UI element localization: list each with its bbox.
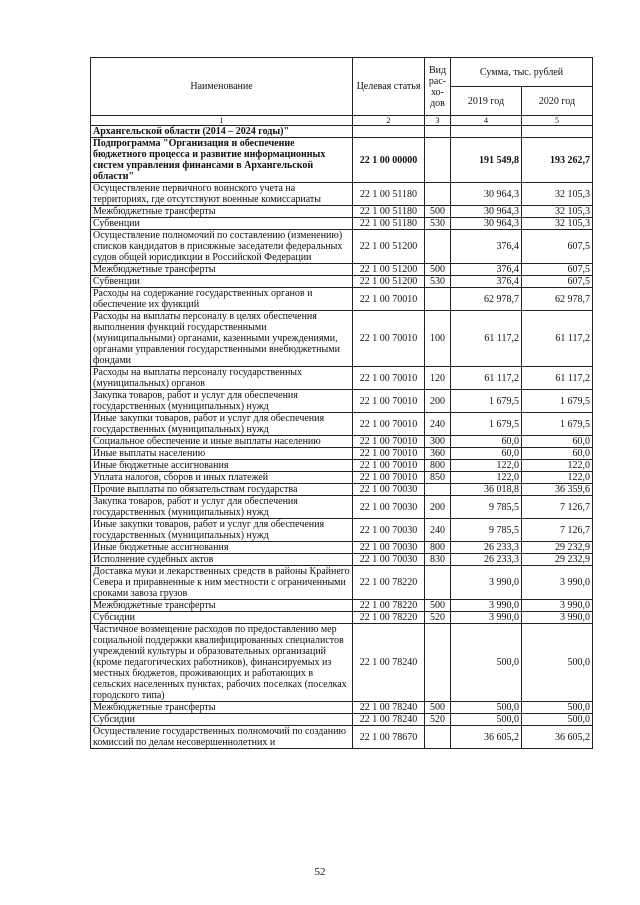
table-row: [91, 726, 593, 749]
row-name: Доставка муки и лекарственных средств в районы Крайнего Севера и приравненные к ним местности с ограниченными сроками завоза грузов: [91, 566, 353, 600]
row-sum-2020: 1 679,5: [522, 413, 593, 436]
row-sum-2019: 60,0: [451, 436, 522, 448]
row-sum-2020: [522, 126, 593, 138]
row-expense-kind: [425, 230, 451, 264]
row-sum-2019: 122,0: [451, 460, 522, 472]
row-expense-kind: 360: [425, 448, 451, 460]
row-sum-2020: 193 262,7: [522, 138, 593, 183]
table-row: [91, 138, 593, 183]
row-sum-2020: 607,5: [522, 264, 593, 276]
table-row: [91, 390, 593, 413]
row-expense-kind: [425, 726, 451, 749]
table-row: [91, 436, 593, 448]
table-row: [91, 554, 593, 566]
header-target-article: Целевая статья: [353, 58, 425, 116]
row-sum-2020: 122,0: [522, 460, 593, 472]
row-expense-kind: 500: [425, 600, 451, 612]
row-target-article: 22 1 00 70010: [353, 436, 425, 448]
row-expense-kind: 800: [425, 460, 451, 472]
row-sum-2019: 61 117,2: [451, 367, 522, 390]
row-expense-kind: 500: [425, 264, 451, 276]
row-sum-2019: 376,4: [451, 230, 522, 264]
row-sum-2019: 1 679,5: [451, 390, 522, 413]
row-sum-2019: 60,0: [451, 448, 522, 460]
row-sum-2020: 500,0: [522, 714, 593, 726]
header-name: Наименование: [91, 58, 353, 116]
row-sum-2019: 500,0: [451, 714, 522, 726]
table-row: [91, 367, 593, 390]
row-sum-2020: 61 117,2: [522, 311, 593, 367]
col-number-3: 3: [425, 116, 451, 126]
row-expense-kind: 530: [425, 276, 451, 288]
row-name: Расходы на выплаты персоналу в целях обеспечения выполнения функций государственными (муниципальными) органами, казенными учреждениями, органами управления государственными внебюджетными фондами: [91, 311, 353, 367]
row-name: Межбюджетные трансферты: [91, 206, 353, 218]
row-expense-kind: 240: [425, 413, 451, 436]
row-name: Прочие выплаты по обязательствам государства: [91, 484, 353, 496]
row-target-article: 22 1 00 70030: [353, 554, 425, 566]
row-sum-2020: 32 105,3: [522, 218, 593, 230]
row-name: Расходы на содержание государственных органов и обеспечение их функций: [91, 288, 353, 311]
row-sum-2020: 7 126,7: [522, 496, 593, 519]
row-name: Социальное обеспечение и иные выплаты населению: [91, 436, 353, 448]
row-sum-2020: 3 990,0: [522, 600, 593, 612]
col-number-1: 1: [91, 116, 353, 126]
row-sum-2020: 61 117,2: [522, 367, 593, 390]
row-sum-2019: 9 785,5: [451, 519, 522, 542]
row-sum-2020: 607,5: [522, 276, 593, 288]
table-row: [91, 264, 593, 276]
row-target-article: 22 1 00 51200: [353, 264, 425, 276]
col-number-2: 2: [353, 116, 425, 126]
row-expense-kind: [425, 126, 451, 138]
row-name: Иные бюджетные ассигнования: [91, 542, 353, 554]
page-number: 52: [314, 866, 326, 878]
row-sum-2020: 122,0: [522, 472, 593, 484]
row-target-article: 22 1 00 70030: [353, 484, 425, 496]
header-year-2020: 2020 год: [522, 87, 593, 116]
row-expense-kind: [425, 566, 451, 600]
table-row: [91, 624, 593, 702]
row-expense-kind: 520: [425, 714, 451, 726]
row-target-article: 22 1 00 78220: [353, 600, 425, 612]
row-sum-2019: 36 605,2: [451, 726, 522, 749]
table-row: [91, 311, 593, 367]
table-row: [91, 519, 593, 542]
row-target-article: 22 1 00 70010: [353, 390, 425, 413]
row-name: Иные закупки товаров, работ и услуг для обеспечения государственных (муниципальных) нужд: [91, 519, 353, 542]
row-name: Частичное возмещение расходов по предоставлению мер социальной поддержки квалифицированных специалистов учреждений культуры и образовательных организаций (кроме педагогических работников), финансируемых из местных бюджетов, проживающих и работающих в сельских населенных пунктах, рабочих поселках (поселках городского типа): [91, 624, 353, 702]
row-name: Уплата налогов, сборов и иных платежей: [91, 472, 353, 484]
header-expense-kind: Вид рас-хо-дов: [425, 58, 451, 116]
row-name: Субвенции: [91, 276, 353, 288]
row-expense-kind: [425, 138, 451, 183]
row-sum-2019: 30 964,3: [451, 206, 522, 218]
table-row: [91, 218, 593, 230]
row-target-article: 22 1 00 70010: [353, 448, 425, 460]
row-sum-2020: 7 126,7: [522, 519, 593, 542]
row-sum-2019: 376,4: [451, 264, 522, 276]
row-expense-kind: 800: [425, 542, 451, 554]
row-sum-2019: 3 990,0: [451, 600, 522, 612]
row-sum-2020: 32 105,3: [522, 183, 593, 206]
row-sum-2019: 61 117,2: [451, 311, 522, 367]
row-expense-kind: 100: [425, 311, 451, 367]
row-target-article: [353, 126, 425, 138]
row-sum-2019: 30 964,3: [451, 218, 522, 230]
row-sum-2019: [451, 126, 522, 138]
row-sum-2019: 500,0: [451, 702, 522, 714]
table-row: [91, 472, 593, 484]
table-row: [91, 448, 593, 460]
row-name: Исполнение судебных актов: [91, 554, 353, 566]
header-sum: Сумма, тыс. рублей: [451, 58, 593, 87]
row-target-article: 22 1 00 51180: [353, 218, 425, 230]
row-name: Закупка товаров, работ и услуг для обеспечения государственных (муниципальных) нужд: [91, 390, 353, 413]
row-name: Осуществление государственных полномочий по созданию комиссий по делам несовершеннолетних и: [91, 726, 353, 749]
row-target-article: 22 1 00 70010: [353, 460, 425, 472]
row-name: Межбюджетные трансферты: [91, 264, 353, 276]
row-target-article: 22 1 00 51200: [353, 276, 425, 288]
row-sum-2019: 26 233,3: [451, 542, 522, 554]
row-expense-kind: 200: [425, 496, 451, 519]
row-sum-2020: 60,0: [522, 436, 593, 448]
row-name: Субсидии: [91, 714, 353, 726]
table-row: [91, 276, 593, 288]
row-expense-kind: 530: [425, 218, 451, 230]
row-expense-kind: 520: [425, 612, 451, 624]
row-expense-kind: [425, 484, 451, 496]
row-sum-2019: 376,4: [451, 276, 522, 288]
row-name: Закупка товаров, работ и услуг для обеспечения государственных (муниципальных) нужд: [91, 496, 353, 519]
row-expense-kind: 830: [425, 554, 451, 566]
row-target-article: 22 1 00 70010: [353, 311, 425, 367]
col-number-5: 5: [522, 116, 593, 126]
row-sum-2019: 3 990,0: [451, 612, 522, 624]
row-expense-kind: 120: [425, 367, 451, 390]
row-target-article: 22 1 00 70010: [353, 288, 425, 311]
row-target-article: 22 1 00 78220: [353, 612, 425, 624]
row-sum-2019: 9 785,5: [451, 496, 522, 519]
row-expense-kind: [425, 624, 451, 702]
row-expense-kind: 500: [425, 206, 451, 218]
budget-table: [90, 57, 593, 749]
col-number-4: 4: [451, 116, 522, 126]
row-target-article: 22 1 00 78670: [353, 726, 425, 749]
table-row: [91, 702, 593, 714]
row-sum-2019: 30 964,3: [451, 183, 522, 206]
row-target-article: 22 1 00 78220: [353, 566, 425, 600]
table-row: [91, 496, 593, 519]
row-sum-2019: 1 679,5: [451, 413, 522, 436]
budget-table-sheet: [90, 57, 592, 749]
row-expense-kind: 850: [425, 472, 451, 484]
row-sum-2020: 36 605,2: [522, 726, 593, 749]
row-sum-2019: 122,0: [451, 472, 522, 484]
row-name: Осуществление полномочий по составлению (изменению) списков кандидатов в присяжные заседатели федеральных судов общей юрисдикции в Российской Федерации: [91, 230, 353, 264]
row-sum-2020: 500,0: [522, 702, 593, 714]
table-row: [91, 600, 593, 612]
row-target-article: 22 1 00 51180: [353, 206, 425, 218]
row-sum-2020: 62 978,7: [522, 288, 593, 311]
row-sum-2020: 3 990,0: [522, 612, 593, 624]
row-sum-2020: 32 105,3: [522, 206, 593, 218]
row-target-article: 22 1 00 70010: [353, 413, 425, 436]
row-sum-2019: 62 978,7: [451, 288, 522, 311]
row-sum-2019: 500,0: [451, 624, 522, 702]
table-row: [91, 183, 593, 206]
row-name: Расходы на выплаты персоналу государственных (муниципальных) органов: [91, 367, 353, 390]
row-name: Иные бюджетные ассигнования: [91, 460, 353, 472]
row-name: Субвенции: [91, 218, 353, 230]
row-expense-kind: [425, 183, 451, 206]
row-sum-2019: 191 549,8: [451, 138, 522, 183]
row-sum-2020: 60,0: [522, 448, 593, 460]
row-sum-2019: 36 018,8: [451, 484, 522, 496]
table-row: [91, 288, 593, 311]
row-target-article: 22 1 00 70010: [353, 472, 425, 484]
row-target-article: 22 1 00 51180: [353, 183, 425, 206]
row-target-article: 22 1 00 78240: [353, 702, 425, 714]
row-name: Архангельской области (2014 – 2024 годы)": [91, 126, 353, 138]
row-sum-2020: 1 679,5: [522, 390, 593, 413]
header-year-2019: 2019 год: [451, 87, 522, 116]
row-sum-2019: 26 233,3: [451, 554, 522, 566]
row-target-article: 22 1 00 70030: [353, 496, 425, 519]
row-sum-2020: 500,0: [522, 624, 593, 702]
table-row: [91, 230, 593, 264]
row-name: Субсидии: [91, 612, 353, 624]
row-sum-2020: 607,5: [522, 230, 593, 264]
row-name: Межбюджетные трансферты: [91, 600, 353, 612]
table-row: [91, 612, 593, 624]
table-row: [91, 460, 593, 472]
table-row: [91, 413, 593, 436]
table-row: [91, 126, 593, 138]
row-expense-kind: 240: [425, 519, 451, 542]
row-target-article: 22 1 00 70010: [353, 367, 425, 390]
table-row: [91, 542, 593, 554]
row-sum-2020: 29 232,9: [522, 542, 593, 554]
row-target-article: 22 1 00 70030: [353, 542, 425, 554]
table-body: [91, 126, 593, 749]
row-expense-kind: 300: [425, 436, 451, 448]
row-expense-kind: [425, 288, 451, 311]
row-name: Подпрограмма "Организация и обеспечение бюджетного процесса и развитие информационных систем управления финансами в Архангельской области": [91, 138, 353, 183]
table-row: [91, 714, 593, 726]
row-name: Осуществление первичного воинского учета на территориях, где отсутствуют военные комиссариаты: [91, 183, 353, 206]
row-target-article: 22 1 00 00000: [353, 138, 425, 183]
row-sum-2020: 36 359,6: [522, 484, 593, 496]
row-sum-2019: 3 990,0: [451, 566, 522, 600]
row-target-article: 22 1 00 78240: [353, 624, 425, 702]
row-name: Иные закупки товаров, работ и услуг для обеспечения государственных (муниципальных) нужд: [91, 413, 353, 436]
row-name: Иные выплаты населению: [91, 448, 353, 460]
row-expense-kind: 200: [425, 390, 451, 413]
row-sum-2020: 29 232,9: [522, 554, 593, 566]
table-row: [91, 484, 593, 496]
row-target-article: 22 1 00 78240: [353, 714, 425, 726]
row-name: Межбюджетные трансферты: [91, 702, 353, 714]
row-expense-kind: 500: [425, 702, 451, 714]
row-sum-2020: 3 990,0: [522, 566, 593, 600]
table-row: [91, 566, 593, 600]
row-target-article: 22 1 00 51200: [353, 230, 425, 264]
row-target-article: 22 1 00 70030: [353, 519, 425, 542]
table-row: [91, 206, 593, 218]
